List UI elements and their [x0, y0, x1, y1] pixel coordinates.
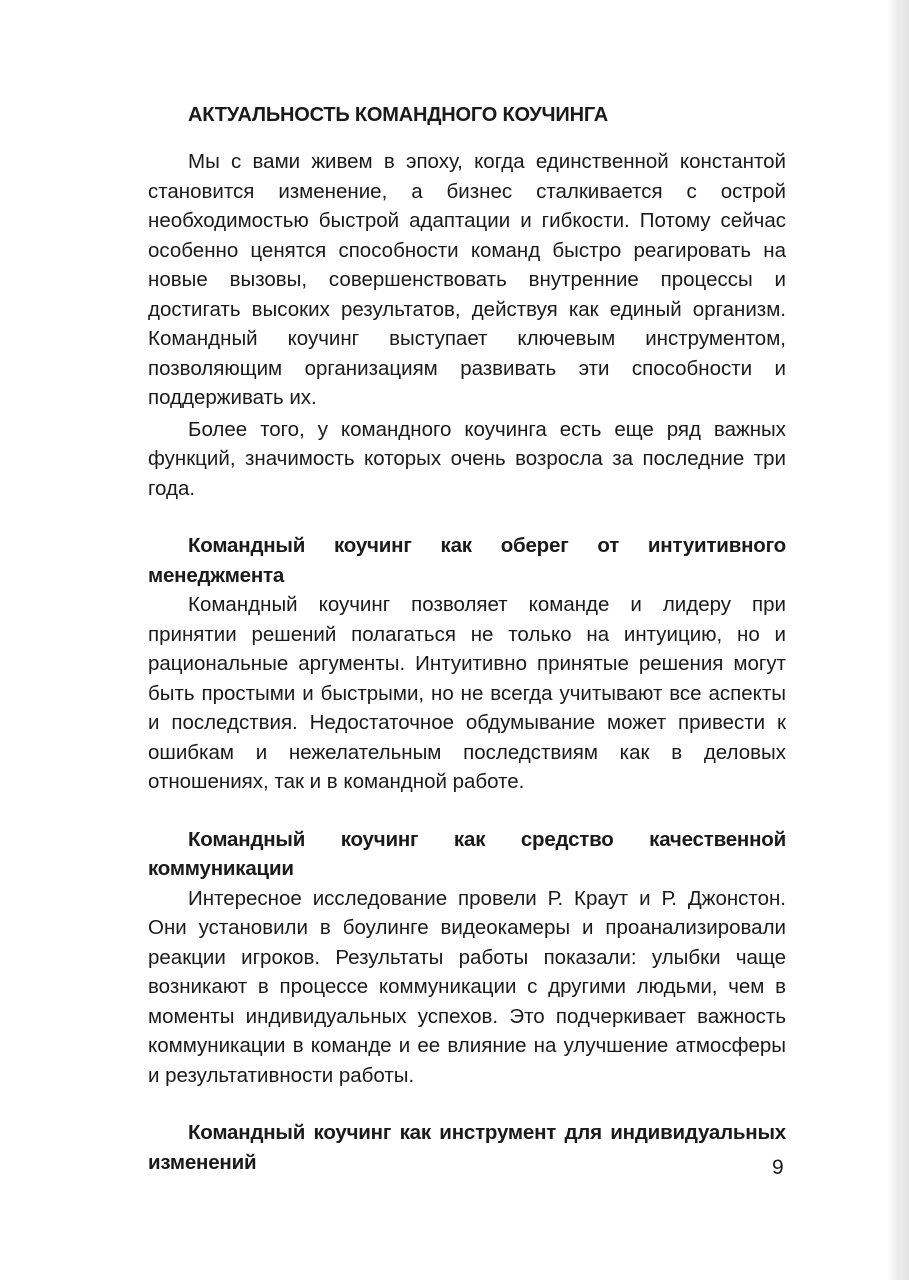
section-heading-individual-change: Командный коучинг как инструмент для индивидуальных изменений [148, 1121, 786, 1174]
page-content [148, 96, 786, 1177]
section-heading-communication: Командный коучинг как средство качественной коммуникации [148, 827, 786, 880]
section-heading-intuitive-management: Командный коучинг как оберег от интуитивного менеджмента [148, 534, 786, 587]
page-title: АКТУАЛЬНОСТЬ КОМАНДНОГО КОУЧИНГА [188, 104, 608, 126]
page-edge-shadow [887, 0, 909, 1280]
page-number: 9 [772, 1156, 784, 1179]
intro-paragraph-2: Более того, у командного коучинга есть еще ряд важных функций, значимость которых очень возросла за последние три года. [148, 417, 786, 500]
section-body-intuitive-management: Командный коучинг позволяет команде и лидеру при принятии решений полагаться не только на интуицию, но и рациональные аргументы. Интуитивно принятые решения могут быть простыми и быстрыми, но не всегда учитывают все аспекты и последствия. Недостаточное обдумывание может привести к ошибкам и нежелательным последствиям как в деловых отношениях, так и в командной работе. [148, 593, 786, 793]
intro-paragraph-1: Мы с вами живем в эпоху, когда единственной константой становится изменение, а бизнес сталкивается с острой необходимостью быстрой адаптации и гибкости. Потому сейчас особенно ценятся способности команд быстро реагировать на новые вызовы, совершенствовать внутренние процессы и достигать высоких результатов, действуя как единый организм. Командный коучинг выступает ключевым инструментом, позволяющим организациям развивать эти способности и поддерживать их. [148, 150, 786, 409]
section-body-communication: Интересное исследование провели Р. Краут и Р. Джонстон. Они установили в боулинге видеокамеры и проанализировали реакции игроков. Результаты работы показали: улыбки чаще возникают в процессе коммуникации с другими людьми, чем в моменты индивидуальных успехов. Это подчеркивает важность коммуникации в команде и ее влияние на улучшение атмосферы и результативности работы. [148, 886, 786, 1087]
